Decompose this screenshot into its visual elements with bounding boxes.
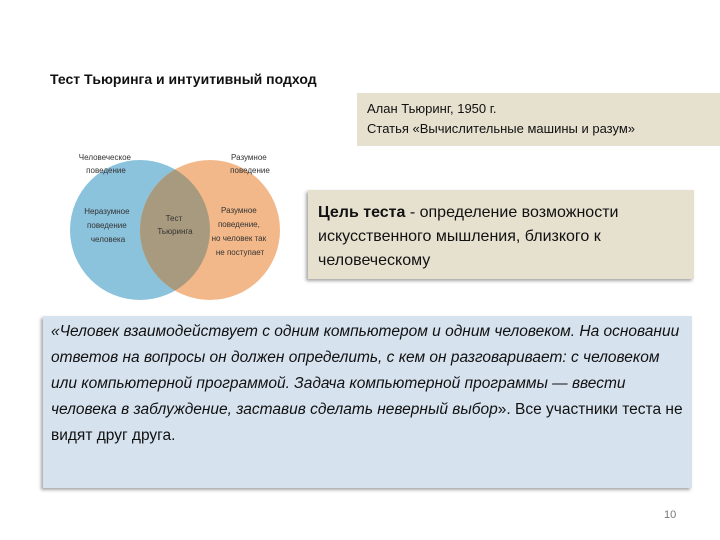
venn-center-label: Тест Тьюринга (157, 214, 193, 236)
quote-normal-text: ». Все участники теста не видят друг друга. (51, 401, 683, 444)
venn-right-header: Разумное поведение (230, 153, 270, 175)
venn-left-label: Неразумное поведение человека (84, 207, 130, 244)
quote-italic-text: «Человек взаимодействует с одним компьютером и одним человеком. На основании ответов на вопросы он должен определить, с кем он разговаривает: с человеком или компьютерной программой. Задача компьютерной программы — ввести человека в заблуждение, заставив сделать неверный выбор (51, 323, 680, 418)
quote-box (43, 316, 692, 488)
author-line: Алан Тьюринг, 1950 г. (367, 101, 497, 116)
venn-left-header: Человеческое поведение (78, 153, 131, 175)
goal-term: Цель теста (318, 204, 406, 221)
page-number: 10 (664, 509, 677, 521)
venn-diagram (58, 148, 298, 308)
goal-box (308, 190, 694, 279)
article-line: Статья «Вычислительные машины и разум» (367, 121, 635, 136)
venn-right-label: Разумное поведение, но человек так не поступает (211, 206, 267, 257)
author-box (357, 93, 720, 146)
slide-title: Тест Тьюринга и интуитивный подход (50, 71, 317, 87)
goal-text: - определение возможности искусственного мышления, близкого к человеческому (318, 204, 619, 269)
